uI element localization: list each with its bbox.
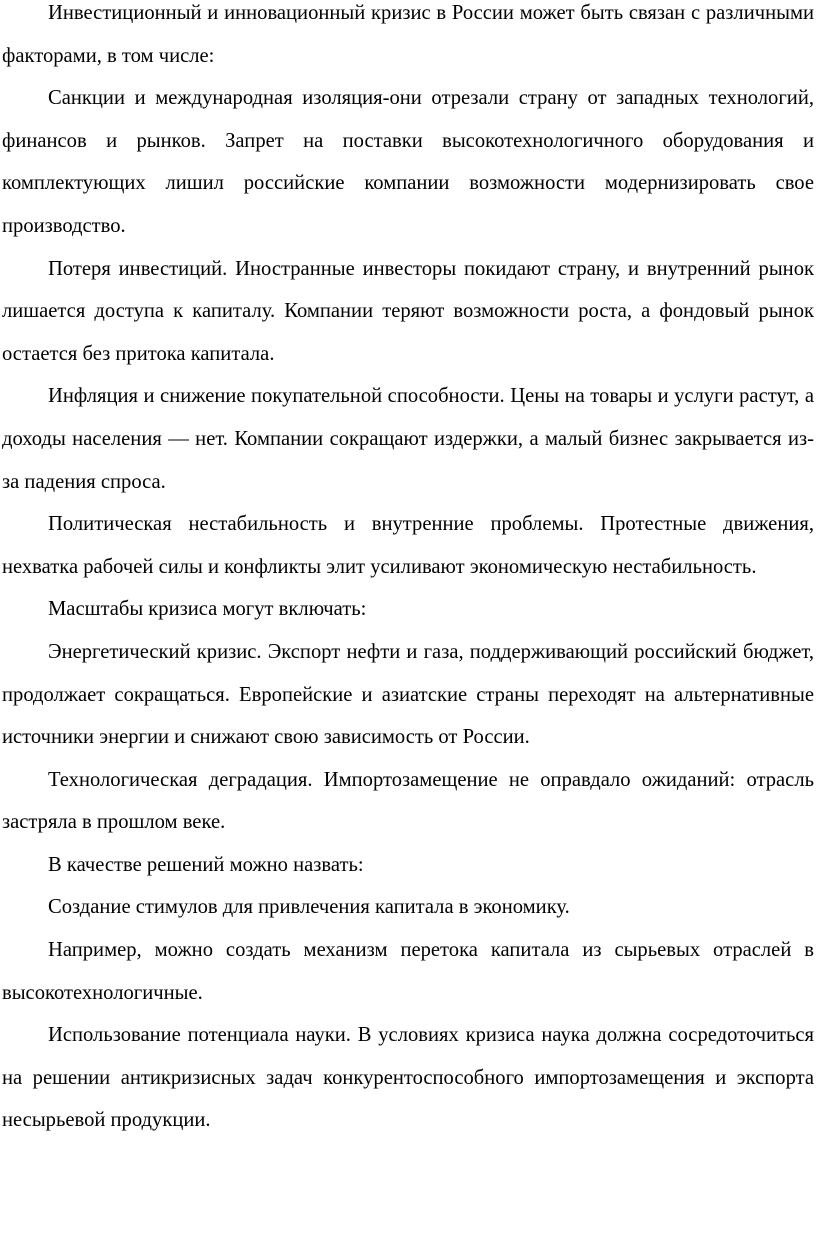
paragraph-political-instability: Политическая нестабильность и внутренние проблемы. Протестные движения, нехватка рабочей силы и конфликты элит усиливают экономическую нестабильность. bbox=[2, 513, 814, 578]
paragraph-inflation: Инфляция и снижение покупательной способности. Цены на товары и услуги растут, а доходы населения — нет. Компании сокращают издержки, а малый бизнес закрывается из-за падения спроса. bbox=[2, 385, 814, 493]
paragraph-sanctions: Санкции и международная изоляция-они отрезали страну от западных технологий, финансов и рынков. Запрет на поставки высокотехнологичного оборудования и комплектующих лишил российские компании возможности модернизировать свое производство. bbox=[2, 87, 814, 237]
paragraph-energy-crisis: Энергетический кризис. Экспорт нефти и газа, поддерживающий российский бюджет, продолжает сокращаться. Европейские и азиатские страны переходят на альтернативные источники энергии и снижают свою зависимость от России. bbox=[2, 640, 814, 749]
paragraph-solutions: В качестве решений можно назвать: bbox=[48, 853, 364, 876]
paragraph-tech-degradation: Технологическая деградация. Импортозамещение не оправдало ожиданий: отрасль застряла в прошлом веке. bbox=[2, 768, 814, 834]
paragraph-capital-flow: Например, можно создать механизм перетока капитала из сырьевых отраслей в высокотехнологичные. bbox=[2, 939, 814, 1004]
paragraph-crisis-scale: Масштабы кризиса могут включать: bbox=[48, 598, 367, 621]
paragraph-science: Использование потенциала науки. В условиях кризиса наука должна сосредоточиться на решении антикризисных задач конкурентоспособного импортозамещения и экспорта несырьевой продукции. bbox=[2, 1024, 814, 1132]
paragraph-investment-loss: Потеря инвестиций. Иностранные инвесторы покидают страну, и внутренний рынок лишается доступа к капиталу. Компании теряют возможности роста, а фондовый рынок остается без притока капитала. bbox=[2, 257, 814, 365]
paragraph-intro: Инвестиционный и инновационный кризис в России может быть связан с различными факторами, в том числе: bbox=[2, 2, 814, 67]
paragraph-capital-stimulus: Создание стимулов для привлечения капитала в экономику. bbox=[48, 896, 570, 919]
